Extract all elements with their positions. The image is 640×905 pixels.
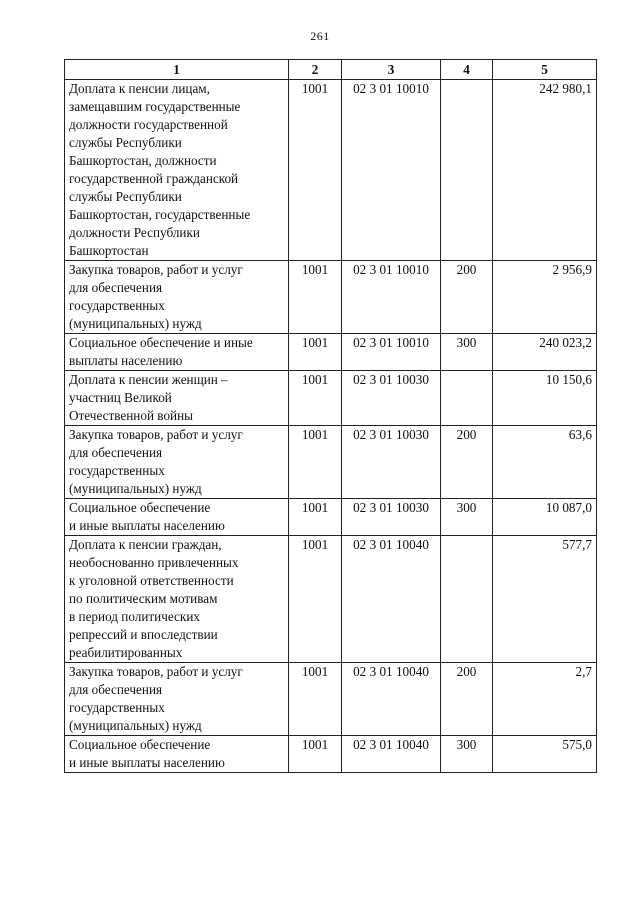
row-section-code: 1001 [289, 80, 342, 261]
header-row [65, 60, 597, 80]
row-name-line: службы Республики [69, 189, 182, 204]
row-name-line: службы Республики [69, 135, 182, 150]
row-name-line: по политическим мотивам [69, 591, 218, 606]
row-name-line: должности государственной [69, 117, 228, 132]
row-amount: 577,7 [493, 536, 597, 663]
row-target-code: 02 3 01 10010 [342, 334, 441, 371]
row-target-code: 02 3 01 10030 [342, 499, 441, 536]
table-row [65, 334, 597, 371]
row-expense-type [441, 536, 493, 663]
row-name-line: государственной гражданской [69, 171, 239, 186]
row-expense-type: 200 [441, 426, 493, 499]
row-section-code: 1001 [289, 334, 342, 371]
row-section-code: 1001 [289, 499, 342, 536]
row-section-code: 1001 [289, 371, 342, 426]
row-name-line: участниц Великой [69, 390, 172, 405]
row-name-line: (муниципальных) нужд [69, 481, 202, 496]
row-name-line: Закупка товаров, работ и услуг [69, 664, 243, 679]
row-target-code: 02 3 01 10040 [342, 536, 441, 663]
table-row [65, 736, 597, 773]
row-section-code: 1001 [289, 261, 342, 334]
table-row [65, 663, 597, 736]
row-name-line: Доплата к пенсии лицам, [69, 81, 210, 96]
row-amount: 2 956,9 [493, 261, 597, 334]
row-name-line: для обеспечения [69, 682, 163, 697]
table-body [65, 80, 597, 773]
row-expense-type: 200 [441, 663, 493, 736]
row-expense-type: 300 [441, 736, 493, 773]
row-name-line: Закупка товаров, работ и услуг [69, 262, 243, 277]
row-name [65, 663, 289, 736]
row-name-line: Доплата к пенсии граждан, [69, 537, 222, 552]
table-row [65, 426, 597, 499]
header-col-5: 5 [493, 60, 597, 80]
header-col-3: 3 [342, 60, 441, 80]
row-name-line: Социальное обеспечение [69, 500, 211, 515]
row-amount: 63,6 [493, 426, 597, 499]
row-name-line: репрессий и впоследствии [69, 627, 218, 642]
row-name-line: замещавшим государственные [69, 99, 241, 114]
row-name-line: и иные выплаты населению [69, 755, 225, 770]
row-name-line: Башкортостан, должности [69, 153, 217, 168]
table-row [65, 261, 597, 334]
row-section-code: 1001 [289, 663, 342, 736]
table-row [65, 536, 597, 663]
row-name-line: и иные выплаты населению [69, 518, 225, 533]
row-expense-type: 300 [441, 334, 493, 371]
row-name-line: Социальное обеспечение и иные [69, 335, 253, 350]
row-name-line: необоснованно привлеченных [69, 555, 239, 570]
row-name-line: государственных [69, 463, 165, 478]
header-col-1: 1 [65, 60, 289, 80]
row-target-code: 02 3 01 10010 [342, 261, 441, 334]
row-target-code: 02 3 01 10040 [342, 736, 441, 773]
row-section-code: 1001 [289, 536, 342, 663]
row-amount: 575,0 [493, 736, 597, 773]
row-name-line: должности Республики [69, 225, 200, 240]
header-col-2: 2 [289, 60, 342, 80]
row-name-line: государственных [69, 700, 165, 715]
table-row [65, 499, 597, 536]
row-section-code: 1001 [289, 736, 342, 773]
row-name-line: (муниципальных) нужд [69, 316, 202, 331]
row-amount: 240 023,2 [493, 334, 597, 371]
row-section-code: 1001 [289, 426, 342, 499]
header-col-4: 4 [441, 60, 493, 80]
row-name-line: Социальное обеспечение [69, 737, 211, 752]
row-amount: 10 087,0 [493, 499, 597, 536]
row-expense-type [441, 80, 493, 261]
budget-table [64, 59, 597, 773]
row-target-code: 02 3 01 10030 [342, 371, 441, 426]
row-name [65, 736, 289, 773]
row-name-line: Башкортостан [69, 243, 149, 258]
row-name [65, 371, 289, 426]
row-expense-type: 200 [441, 261, 493, 334]
row-target-code: 02 3 01 10030 [342, 426, 441, 499]
row-target-code: 02 3 01 10040 [342, 663, 441, 736]
row-name [65, 426, 289, 499]
row-name-line: Отечественной войны [69, 408, 194, 423]
row-name [65, 499, 289, 536]
row-name-line: Закупка товаров, работ и услуг [69, 427, 243, 442]
row-target-code: 02 3 01 10010 [342, 80, 441, 261]
row-name-line: для обеспечения [69, 280, 163, 295]
row-name-line: реабилитированных [69, 645, 183, 660]
row-amount: 2,7 [493, 663, 597, 736]
row-name-line: государственных [69, 298, 165, 313]
row-expense-type [441, 371, 493, 426]
row-name-line: Башкортостан, государственные [69, 207, 251, 222]
row-name-line: к уголовной ответственности [69, 573, 234, 588]
row-name [65, 261, 289, 334]
row-expense-type: 300 [441, 499, 493, 536]
row-name-line: Доплата к пенсии женщин – [69, 372, 228, 387]
row-amount: 10 150,6 [493, 371, 597, 426]
row-name [65, 536, 289, 663]
table-row [65, 80, 597, 261]
page-number: 261 [310, 29, 330, 43]
row-name [65, 334, 289, 371]
row-amount: 242 980,1 [493, 80, 597, 261]
row-name-line: выплаты населению [69, 353, 183, 368]
table-row [65, 371, 597, 426]
row-name-line: в период политических [69, 609, 200, 624]
row-name [65, 80, 289, 261]
row-name-line: для обеспечения [69, 445, 163, 460]
row-name-line: (муниципальных) нужд [69, 718, 202, 733]
